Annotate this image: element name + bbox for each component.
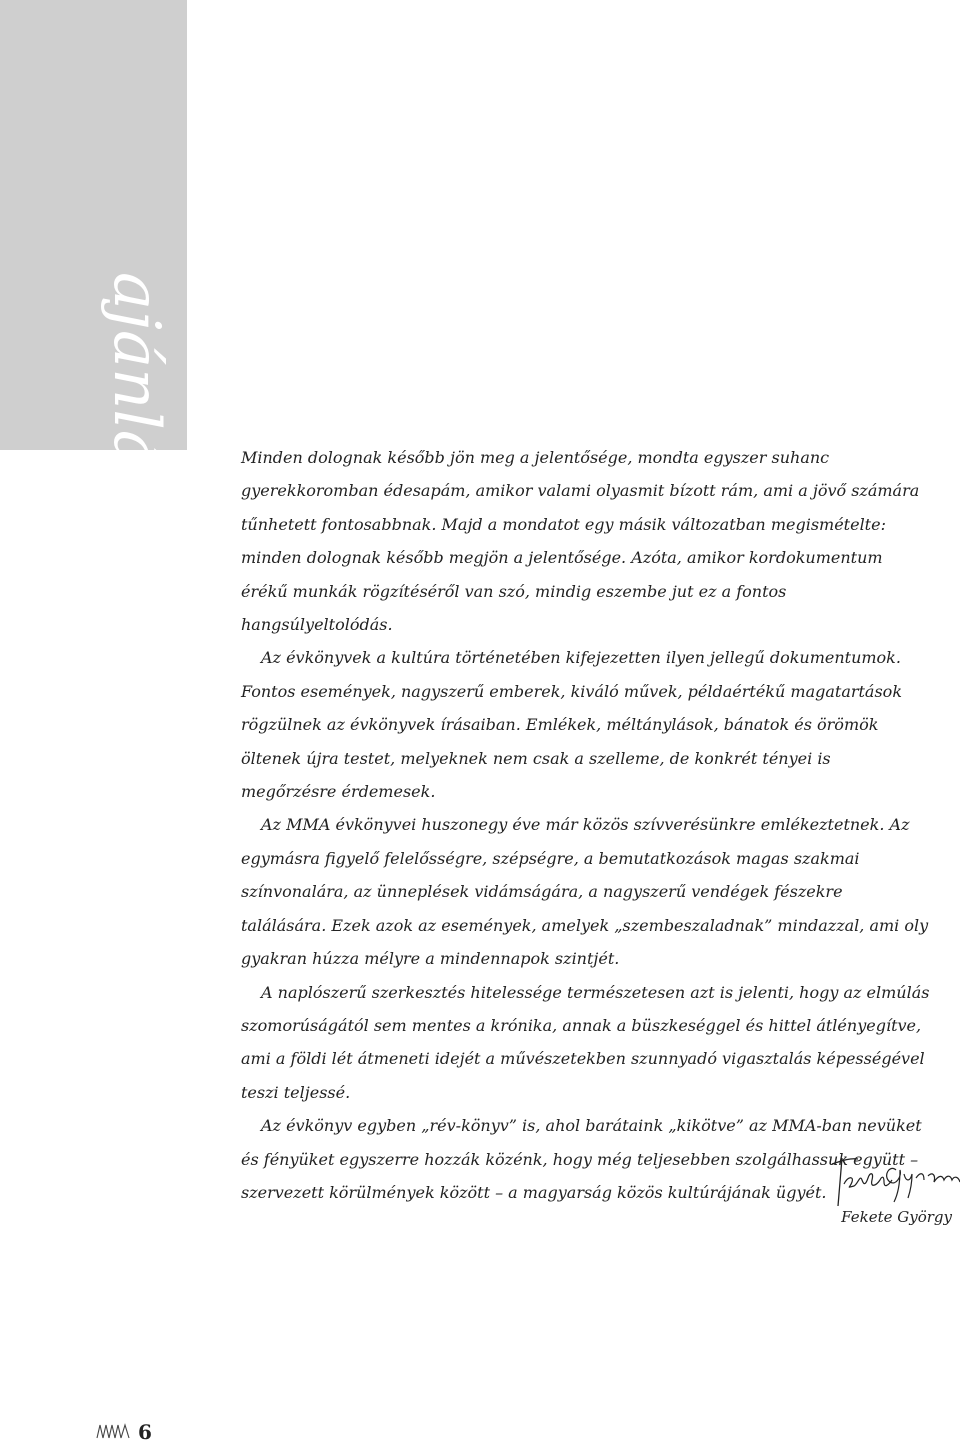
paragraph-4: A naplószerű szerkesztés hitelessége természetesen azt is jelenti, hogy az elmúlás szomorúságától sem mentes a krónika, annak a büszkeséggel és hittel átlényegítve, ami a földi lét átmeneti idejét a művészetekben szunnyadó vigasztalás képességével teszi teljessé. [241,982,930,1102]
sidebar-band [0,0,187,501]
handwritten-signature [824,1150,960,1210]
paragraph-1: Minden dolognak később jön meg a jelentősége, mondta egyszer suhanc gyerekkoromban édesapám, amikor valami olyasmit bízott rám, ami a jövő számára tűnhetett fontosabbnak. Majd a mondatot egy másik változatban megismételte: minden dolognak később megjön a jelentősége. Azóta, amikor kordokumentum érékű munkák rögzítéséről van szó, mindig eszembe jut ez a fontos hangsúlyeltolódás. [241,448,920,635]
section-title: ajánlás [99,272,173,501]
mma-logo-icon [96,1423,132,1439]
paragraph-5: Az évkönyv egyben „rév-könyv” is, ahol barátaink „kikötve” az MMA-ban nevüket és fényüket egyszerre hozzák közénk, hogy még teljesebben szolgálhassuk együtt – szervezett körülmények között – a magyarság közös kultúrájának ügyét. [241,1116,922,1202]
page-number: 6 [138,1420,152,1444]
body-text [241,441,931,1209]
signer-name: Fekete György [841,1208,952,1226]
paragraph-3: Az MMA évkönyvei huszonegy éve már közös szívverésünkre emlékeztetnek. Az egymásra figyelő felelősségre, szépségre, a bemutatkozások magas szakmai színvonalára, az ünneplések vidámságára, a nagyszerű vendégek fészekre találására. Ezek azok az események, amelyek „szembeszaladnak” mindazzal, ami oly gyakran húzza mélyre a mindennapok szintjét. [241,815,929,969]
paragraph-2: Az évkönyvek a kultúra történetében kifejezetten ilyen jellegű dokumentumok. Fontos események, nagyszerű emberek, kiváló művek, példaértékű magatartások rögzülnek az évkönyvek írásaiban. Emlékek, méltánylások, bánatok és örömök öltenek újra testet, melyeknek nem csak a szelleme, de konkrét tényei is megőrzésre érdemesek. [241,648,903,802]
